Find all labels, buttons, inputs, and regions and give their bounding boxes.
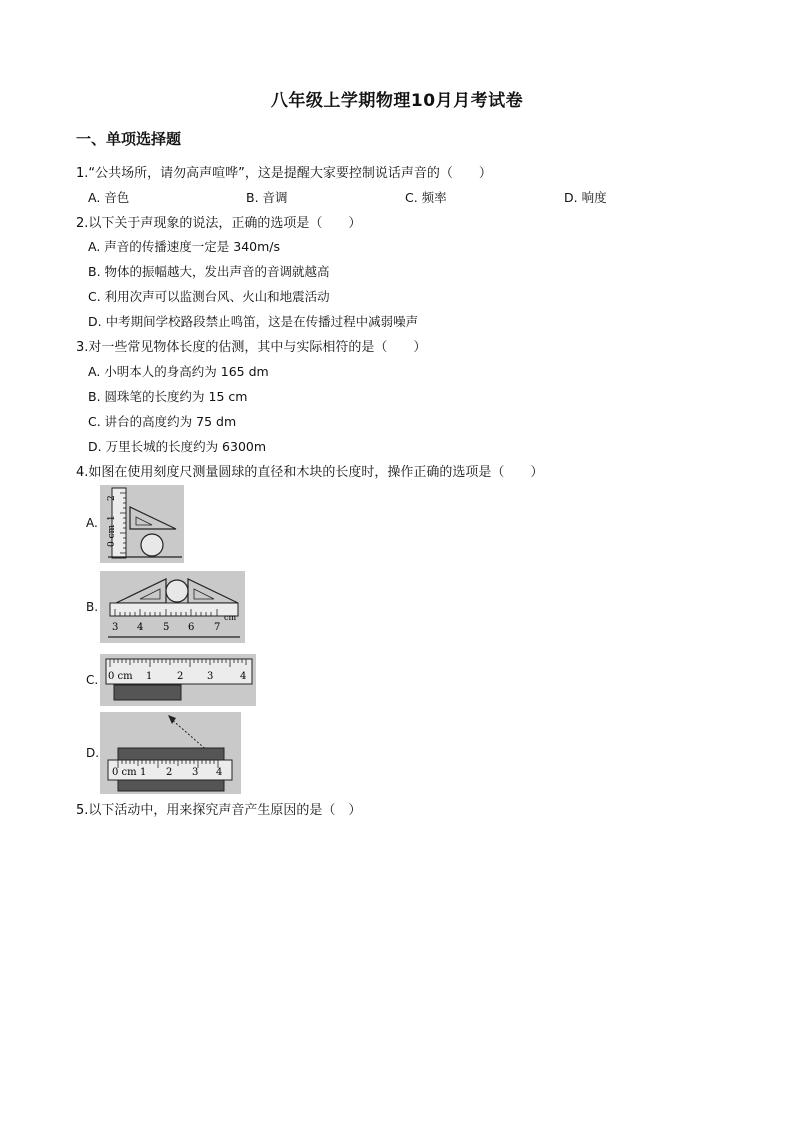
figure-c-tick-3: 3 [207, 671, 214, 682]
right-triangle-icon [188, 579, 238, 603]
ruler-vertical-figure [100, 485, 184, 563]
wood-block-icon [118, 748, 224, 760]
figure-b-tick-5: 5 [163, 622, 170, 633]
figure-a-tick-2: 2 [107, 495, 117, 501]
q4-option-b[interactable]: B. [86, 600, 99, 614]
q2-option-d[interactable]: D. 中考期间学校路段禁止鸣笛，这是在传播过程中减弱噪声 [88, 314, 419, 329]
figure-b-tick-3: 3 [112, 622, 119, 633]
question-3-stem: 3.对一些常见物体长度的估测，其中与实际相符的是（ ） [76, 340, 427, 355]
wood-block-icon [114, 685, 181, 700]
q3-option-d[interactable]: D. 万里长城的长度约为 6300m [88, 439, 267, 454]
q1-option-d[interactable]: D. 响度 [564, 190, 607, 205]
figure-c-unit: 0 cm [108, 671, 133, 682]
q4-option-c[interactable]: C. [86, 673, 99, 687]
ruler-eye-figure [100, 712, 241, 794]
q2-option-c[interactable]: C. 利用次声可以监测台风、火山和地震活动 [88, 289, 330, 304]
ruler-horizontal-figure [100, 571, 245, 643]
page-title: 八年级上学期物理10月月考试卷 [270, 91, 524, 111]
figure-b-unit: cm [224, 613, 237, 622]
ball-icon [141, 534, 163, 556]
ball-icon [166, 580, 188, 602]
figure-b-tick-7: 7 [214, 622, 221, 633]
wood-block-lower-icon [118, 780, 224, 791]
q3-option-b[interactable]: B. 圆珠笔的长度约为 15 cm [88, 389, 248, 404]
q4-option-a[interactable]: A. [86, 516, 98, 530]
q1-option-a[interactable]: A. 音色 [88, 190, 130, 205]
figure-b-tick-6: 6 [188, 622, 195, 633]
figure-c-tick-4: 4 [240, 671, 247, 682]
q3-option-a[interactable]: A. 小明本人的身高约为 165 dm [88, 364, 269, 379]
q4-figure-c[interactable] [100, 654, 256, 706]
section-heading: 一、单项选择题 [76, 130, 182, 148]
eye-arrow-icon [168, 715, 176, 724]
figure-d-tick-4: 4 [216, 767, 223, 778]
question-5-stem: 5.以下活动中，用来探究声音产生原因的是（ ） [76, 803, 362, 818]
q4-figure-b[interactable] [100, 571, 245, 643]
q1-option-b[interactable]: B. 音调 [246, 190, 288, 205]
question-1-stem: 1.“公共场所，请勿高声喧哗”，这是提醒大家要控制说话声音的（ ） [76, 166, 492, 181]
q2-option-a[interactable]: A. 声音的传播速度一定是 340m/s [88, 239, 281, 254]
left-triangle-icon [116, 579, 166, 603]
figure-b-tick-4: 4 [137, 622, 144, 633]
figure-d-unit: 0 cm [112, 767, 137, 778]
question-4-stem: 4.如图在使用刻度尺测量圆球的直径和木块的长度时，操作正确的选项是（ ） [76, 465, 544, 480]
q4-figure-a[interactable] [100, 485, 184, 563]
figure-a-unit: 0 cm [107, 524, 117, 547]
question-2-stem: 2.以下关于声现象的说法，正确的选项是（ ） [76, 216, 362, 231]
q3-option-c[interactable]: C. 讲台的高度约为 75 dm [88, 414, 237, 429]
figure-c-tick-1: 1 [146, 671, 153, 682]
q2-option-b[interactable]: B. 物体的振幅越大，发出声音的音调就越高 [88, 264, 330, 279]
figure-d-tick-1: 1 [140, 767, 147, 778]
figure-c-tick-2: 2 [177, 671, 184, 682]
figure-d-tick-3: 3 [192, 767, 199, 778]
q4-option-d[interactable]: D. [86, 746, 100, 760]
q1-option-c[interactable]: C. 频率 [405, 190, 447, 205]
triangle-ruler-icon [130, 507, 176, 529]
q4-figure-d[interactable] [100, 712, 241, 794]
figure-a-tick-1: 1 [107, 515, 117, 521]
ruler-block-figure [100, 654, 256, 706]
figure-d-tick-2: 2 [166, 767, 173, 778]
